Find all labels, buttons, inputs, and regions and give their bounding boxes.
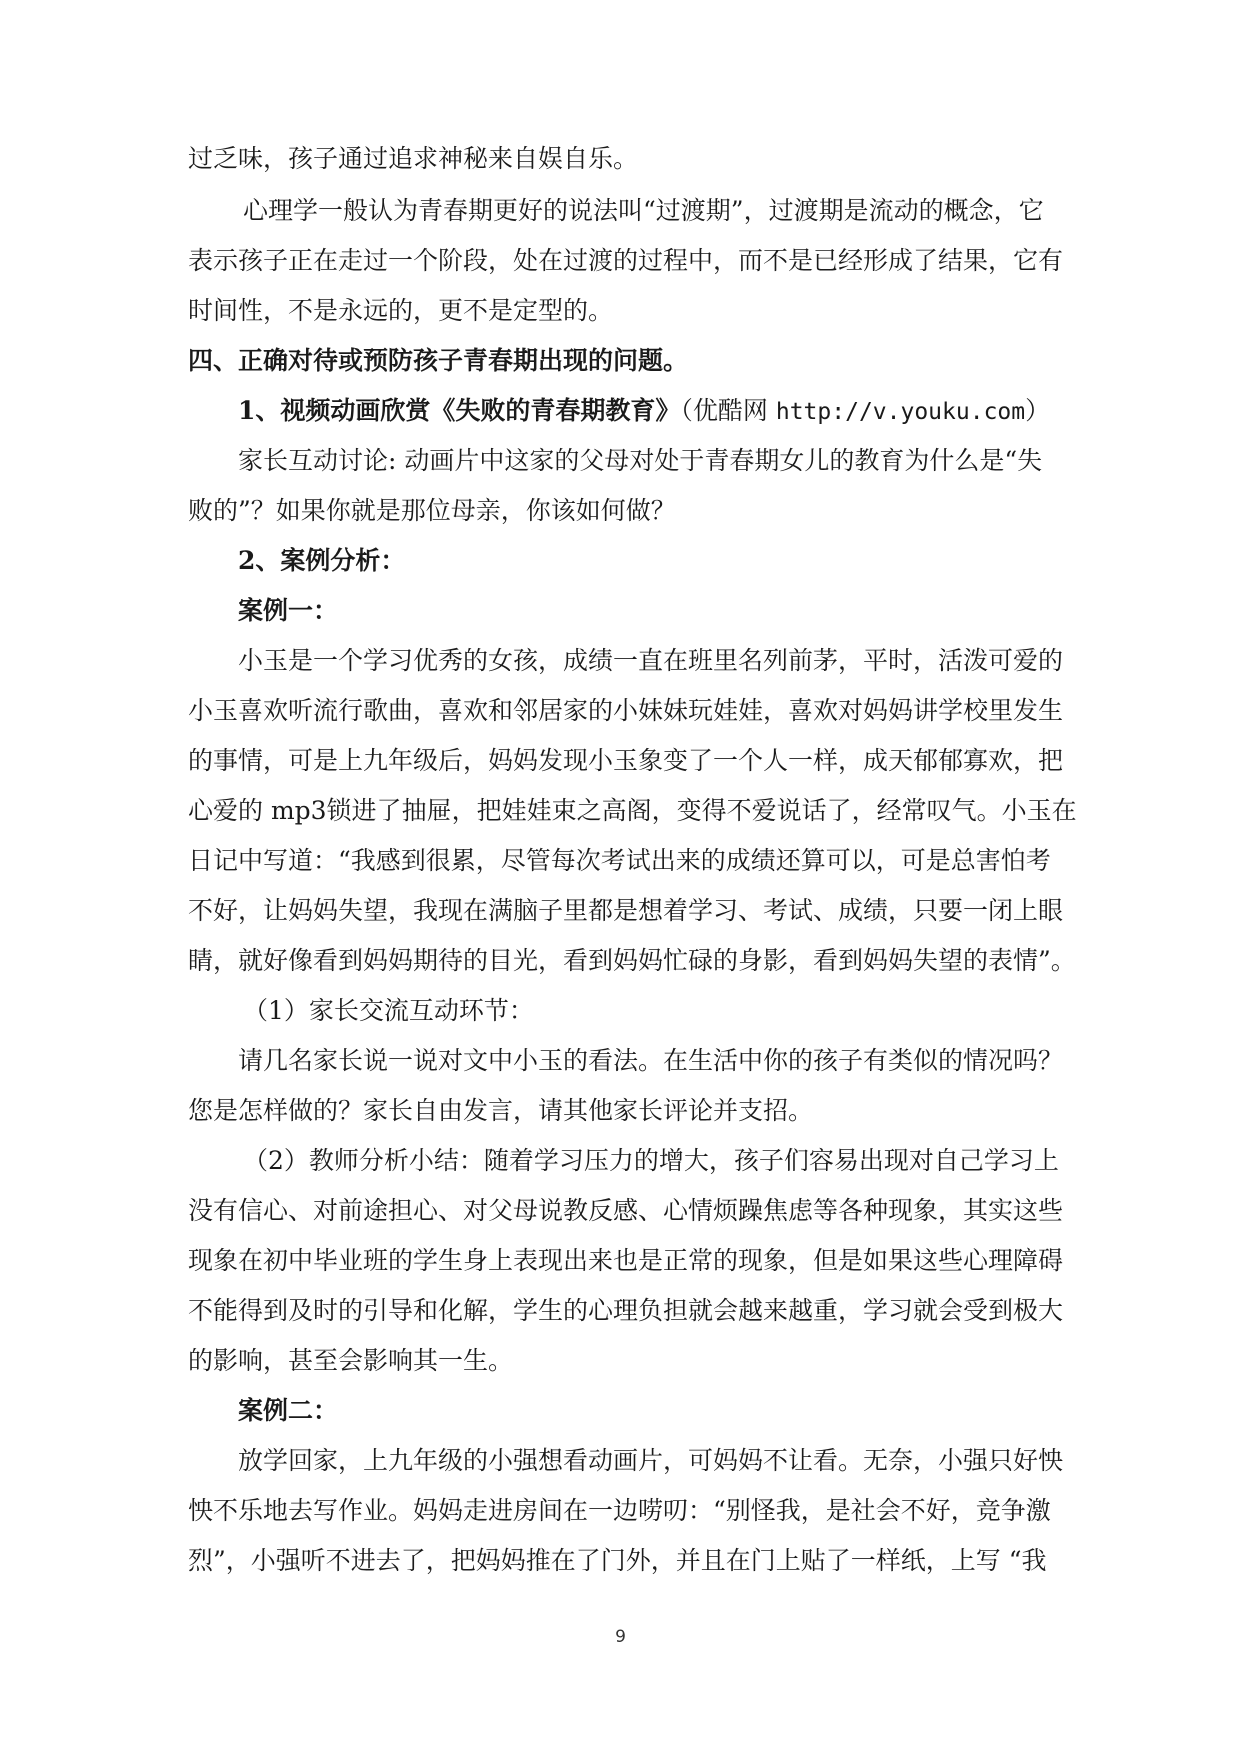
paragraph-line: 不好，让妈妈失望，我现在满脑子里都是想着学习、考试、成绩，只要一闭上眼: [188, 896, 1064, 925]
video-title: 1、视频动画欣赏《失败的青春期教育》: [238, 396, 681, 425]
source-prefix: （优酷网: [680, 396, 776, 425]
list-item-case-analysis: 2、案例分析：: [238, 546, 406, 575]
paragraph-line: 烈”，小强听不进去了，把妈妈推在了门外，并且在门上贴了一样纸，上写 “我: [188, 1546, 1047, 1575]
paragraph-line: 的事情，可是上九年级后，妈妈发现小玉象变了一个人一样，成天郁郁寡欢，把: [188, 746, 1064, 775]
paragraph-line: 过乏味，孩子通过追求神秘来自娱自乐。: [188, 144, 639, 173]
sub-heading: （1）家长交流互动环节：: [243, 996, 534, 1025]
paragraph-line: 小玉是一个学习优秀的女孩，成绩一直在班里名列前茅，平时，活泼可爱的: [238, 646, 1064, 675]
paragraph-line: （2）教师分析小结：随着学习压力的增大，孩子们容易出现对自己学习上: [243, 1146, 1059, 1175]
list-item-video: [238, 396, 1050, 427]
case-title: 案例一：: [238, 596, 339, 625]
paragraph-line: 您是怎样做的？家长自由发言，请其他家长评论并支招。: [188, 1096, 814, 1125]
paragraph-line: 日记中写道：“我感到很累，尽管每次考试出来的成绩还算可以，可是总害怕考: [188, 846, 1051, 875]
paragraph-line: 怏不乐地去写作业。妈妈走进房间在一边唠叨：“别怪我，是社会不好，竞争激: [188, 1496, 1051, 1525]
paragraph-line: 小玉喜欢听流行歌曲，喜欢和邻居家的小妹妹玩娃娃，喜欢对妈妈讲学校里发生: [188, 696, 1064, 725]
paragraph-line: 心爱的 mp3锁进了抽屉，把娃娃束之高阁，变得不爱说话了，经常叹气。小玉在: [188, 796, 1077, 825]
paragraph-line: 现象在初中毕业班的学生身上表现出来也是正常的现象，但是如果这些心理障碍: [188, 1246, 1064, 1275]
paragraph-line: 请几名家长说一说对文中小玉的看法。在生活中你的孩子有类似的情况吗？: [238, 1046, 1064, 1075]
source-url: http://v.youku.com: [775, 399, 1026, 425]
paragraph-line: 睛，就好像看到妈妈期待的目光，看到妈妈忙碌的身影，看到妈妈失望的表情”。: [188, 946, 1076, 975]
paragraph-line: 不能得到及时的引导和化解，学生的心理负担就会越来越重，学习就会受到极大: [188, 1296, 1064, 1325]
page-number: 9: [615, 1627, 626, 1647]
section-heading: 四、正确对待或预防孩子青春期出现的问题。: [188, 346, 689, 375]
paragraph-line: 放学回家，上九年级的小强想看动画片，可妈妈不让看。无奈，小强只好怏: [238, 1446, 1064, 1475]
paragraph-line: 心理学一般认为青春期更好的说法叫“过渡期”，过渡期是流动的概念，它: [243, 196, 1044, 225]
paragraph-line: 没有信心、对前途担心、对父母说教反感、心情烦躁焦虑等各种现象，其实这些: [188, 1196, 1064, 1225]
paragraph-line: 时间性，不是永远的，更不是定型的。: [188, 296, 614, 325]
paragraph-line: 表示孩子正在走过一个阶段，处在过渡的过程中，而不是已经形成了结果，它有: [188, 246, 1064, 275]
paragraph-line: 的影响，甚至会影响其一生。: [188, 1346, 514, 1375]
source-suffix: ）: [1025, 396, 1051, 425]
paragraph-line: 家长互动讨论: 动画片中这家的父母对处于青春期女儿的教育为什么是“失: [238, 446, 1043, 475]
case-title: 案例二：: [238, 1396, 339, 1425]
paragraph-line: 败的”？如果你就是那位母亲，你该如何做？: [188, 496, 676, 525]
